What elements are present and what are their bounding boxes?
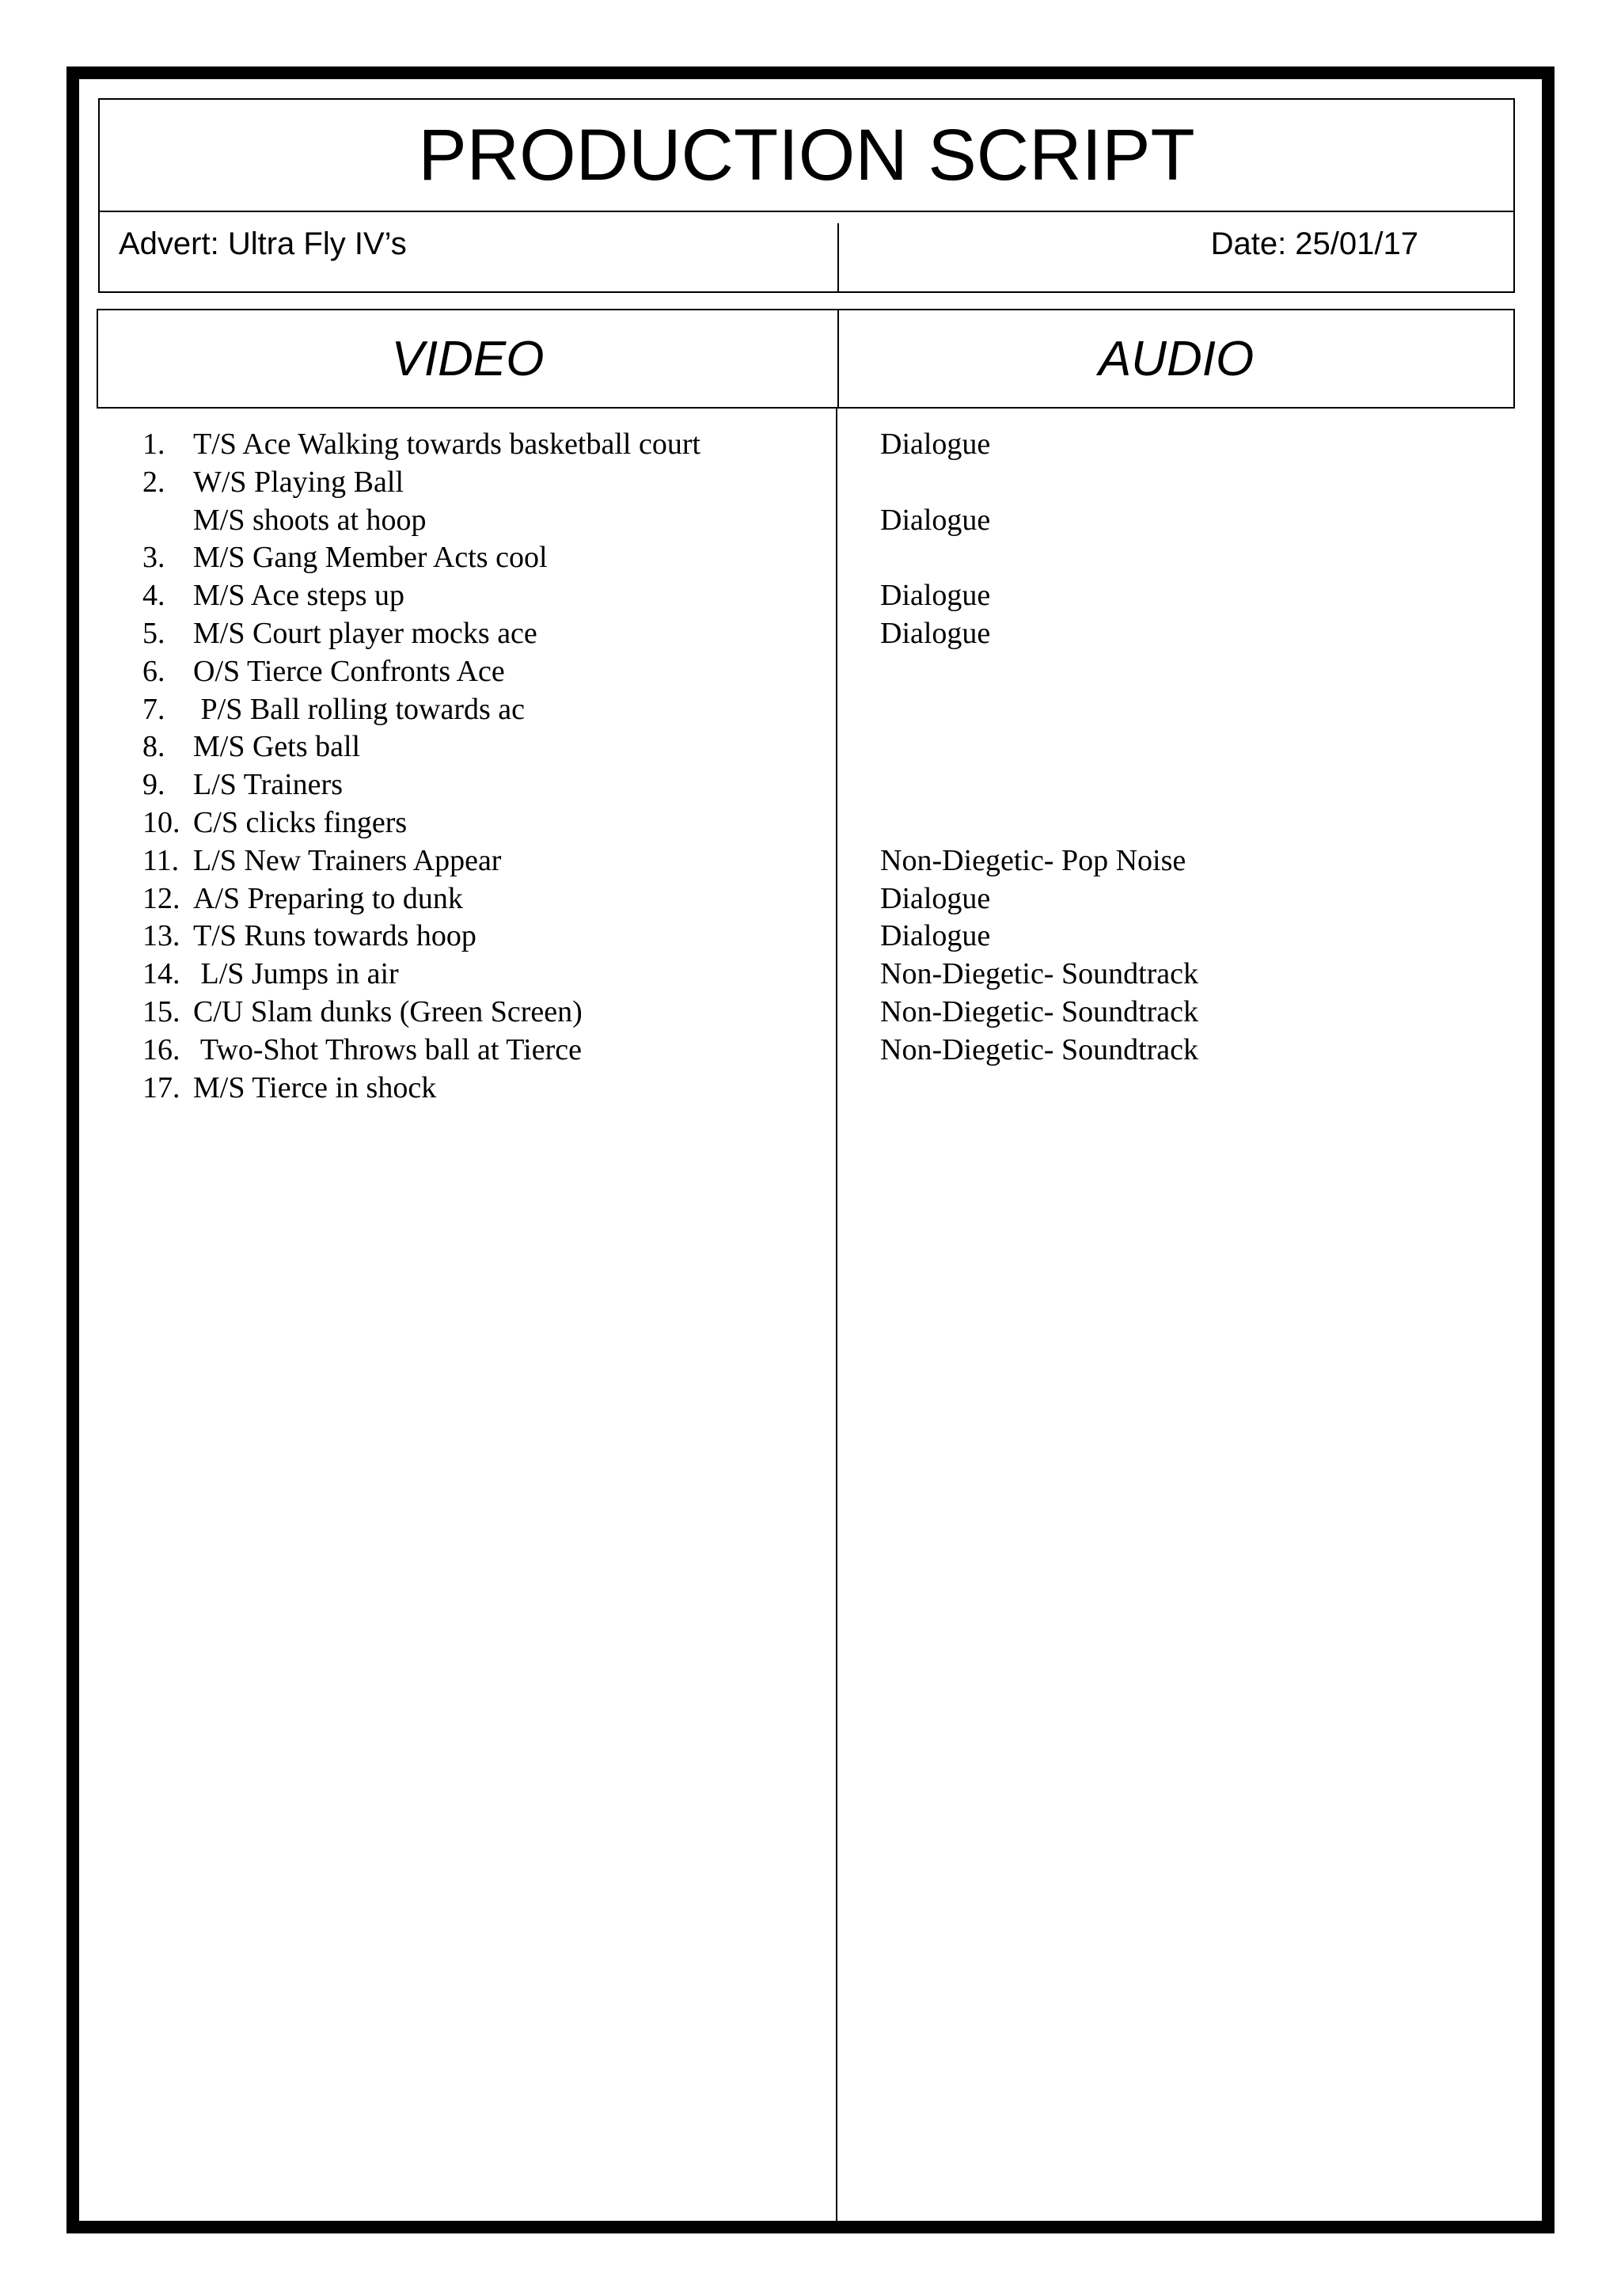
audio-row: [880, 728, 1513, 766]
audio-row: [880, 804, 1513, 842]
audio-row: [880, 766, 1513, 804]
shot-description: M/S Ace steps up: [193, 579, 405, 613]
shot-number: 8.: [142, 730, 165, 764]
audio-row: [880, 842, 1513, 880]
audio-row: [880, 880, 1513, 918]
shot-description: L/S Trainers: [193, 768, 343, 802]
column-header-row: [97, 309, 1515, 409]
audio-cue: Non-Diegetic- Pop Noise: [880, 843, 1186, 877]
shot-number: 12.: [142, 881, 180, 915]
shot-description: C/S clicks fingers: [193, 805, 408, 839]
shot-description: M/S Court player mocks ace: [193, 616, 537, 650]
shot-description: T/S Ace Walking towards basketball court: [193, 428, 701, 461]
video-row: [142, 918, 823, 956]
video-shot-list: [142, 426, 823, 1107]
shot-number: 9.: [142, 768, 165, 802]
audio-row: [880, 1032, 1513, 1070]
shot-description: W/S Playing Ball: [193, 465, 404, 499]
shot-description: M/S Gets ball: [193, 730, 361, 764]
shot-description: O/S Tierce Confronts Ace: [193, 654, 505, 688]
video-row: [142, 502, 823, 540]
video-row: [142, 880, 823, 918]
shot-number: 17.: [142, 1070, 180, 1104]
shot-description: L/S New Trainers Appear: [193, 843, 502, 877]
shot-number: 16.: [142, 1032, 180, 1066]
video-row: [142, 1070, 823, 1108]
audio-row: [880, 994, 1513, 1032]
column-divider: [836, 409, 837, 2233]
shot-number: 3.: [142, 541, 165, 575]
audio-row: [880, 691, 1513, 729]
video-row: [142, 804, 823, 842]
shot-number: 5.: [142, 616, 165, 650]
audio-cue: Non-Diegetic- Soundtrack: [880, 1032, 1199, 1066]
video-row: [142, 577, 823, 615]
video-row: [142, 426, 823, 464]
audio-row: [880, 615, 1513, 653]
shot-description: T/S Runs towards hoop: [193, 919, 476, 953]
audio-cue: Dialogue: [880, 919, 991, 953]
audio-row: [880, 502, 1513, 540]
shot-description: M/S Gang Member Acts cool: [193, 541, 548, 575]
script-header: [98, 98, 1515, 293]
shot-description: P/S Ball rolling towards ac: [193, 692, 526, 726]
audio-row: [880, 653, 1513, 691]
shot-number: 11.: [142, 843, 180, 877]
shot-number: 2.: [142, 465, 165, 499]
shot-number: 6.: [142, 654, 165, 688]
video-row: [142, 994, 823, 1032]
video-column-header: VIDEO: [391, 331, 545, 386]
video-row: [142, 956, 823, 994]
audio-row: [880, 539, 1513, 577]
audio-row: [880, 464, 1513, 502]
audio-cue: Dialogue: [880, 503, 991, 537]
video-row: [142, 615, 823, 653]
shot-number: [142, 502, 193, 540]
audio-cue: Dialogue: [880, 616, 991, 650]
video-row: [142, 1032, 823, 1070]
header-divider: [837, 223, 839, 293]
shot-description: L/S Jumps in air: [193, 957, 399, 991]
audio-cue: Non-Diegetic- Soundtrack: [880, 994, 1199, 1028]
video-row: [142, 653, 823, 691]
audio-column-header: AUDIO: [1098, 331, 1255, 386]
shot-description: C/U Slam dunks (Green Screen): [193, 994, 583, 1028]
shot-description: M/S Tierce in shock: [193, 1070, 437, 1104]
audio-cue: Dialogue: [880, 881, 991, 915]
video-row: [142, 691, 823, 729]
shot-number: 4.: [142, 579, 165, 613]
audio-row: [880, 577, 1513, 615]
shot-number: 14.: [142, 957, 180, 991]
audio-row: [880, 1070, 1513, 1108]
shot-number: 10.: [142, 805, 180, 839]
advert-label: Advert: Ultra Fly IV’s: [119, 226, 407, 261]
page-title: PRODUCTION SCRIPT: [100, 100, 1513, 212]
shot-description: Two-Shot Throws ball at Tierce: [193, 1032, 582, 1066]
shot-number: 1.: [142, 428, 165, 461]
audio-cue-list: [880, 426, 1513, 1107]
video-row: [142, 842, 823, 880]
video-row: [142, 766, 823, 804]
shot-number: 13.: [142, 919, 180, 953]
video-row: [142, 464, 823, 502]
shot-description: M/S shoots at hoop: [193, 503, 427, 537]
shot-number: 7.: [142, 692, 165, 726]
video-row: [142, 728, 823, 766]
audio-row: [880, 918, 1513, 956]
audio-cue: Dialogue: [880, 579, 991, 613]
audio-row: [880, 956, 1513, 994]
audio-row: [880, 426, 1513, 464]
date-label: Date: 25/01/17: [1210, 226, 1418, 261]
shot-description: A/S Preparing to dunk: [193, 881, 463, 915]
audio-cue: Non-Diegetic- Soundtrack: [880, 957, 1199, 991]
shot-number: 15.: [142, 994, 180, 1028]
video-row: [142, 539, 823, 577]
audio-cue: Dialogue: [880, 428, 991, 461]
